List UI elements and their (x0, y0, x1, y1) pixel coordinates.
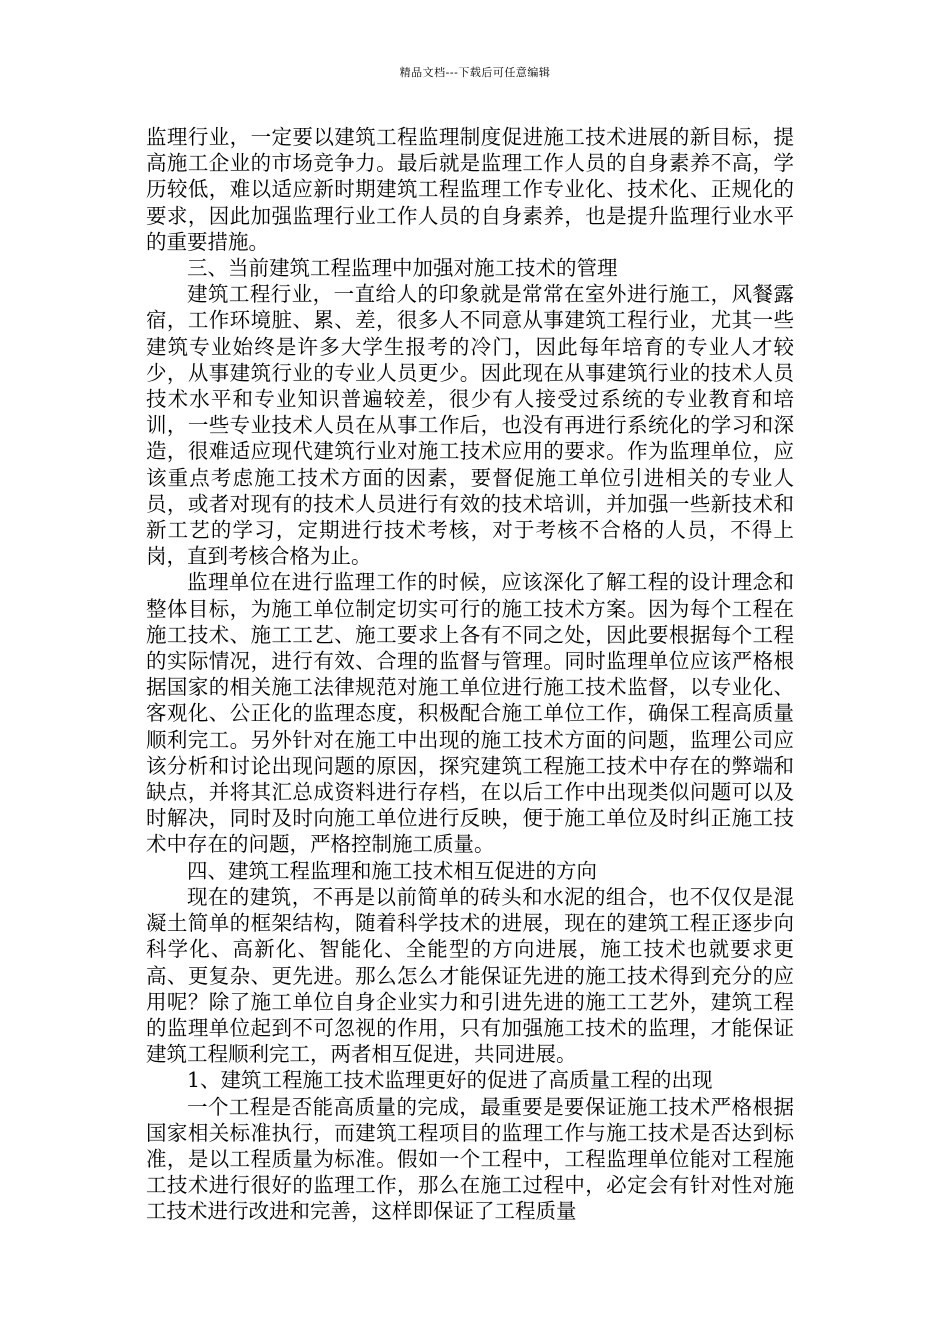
page-header: 精品文档---下载后可任意编辑 (399, 66, 551, 79)
paragraph-modern-construction: 现在的建筑，不再是以前简单的砖头和水泥的组合，也不仅仅是混凝土简单的框架结构，随着科学技术的进展，现在的建筑工程正逐步向科学化、高新化、智能化、全能型的方向进展，施工技术也就要求更高、更复杂、更先进。那么怎么才能保证先进的施工技术得到充分的应用呢？除了施工单位自身企业实力和引进先进的施工工艺外，建筑工程的监理单位起到不可忽视的作用，只有加强施工技术的监理，才能保证建筑工程顺利完工，两者相互促进，共同进展。 (146, 884, 794, 1067)
subsection-heading-1: 1、建筑工程施工技术监理更好的促进了高质量工程的出现 (187, 1068, 713, 1093)
paragraph-quality: 一个工程是否能高质量的完成，最重要是要保证施工技术严格根据国家相关标准执行，而建筑工程项目的监理工作与施工技术是否达到标准，是以工程质量为标准。假如一个工程中，工程监理单位能对工程施工技术进行很好的监理工作，那么在施工过程中，必定会有针对性对施工技术进行改进和完善，这样即保证了工程质量 (146, 1094, 794, 1224)
paragraph-supervision-work: 监理单位在进行监理工作的时候，应该深化了解工程的设计理念和整体目标，为施工单位制定切实可行的施工技术方案。因为每个工程在施工技术、施工工艺、施工要求上各有不同之处，因此要根据每个工程的实际情况，进行有效、合理的监督与管理。同时监理单位应该严格根据国家的相关施工法律规范对施工单位进行施工技术监督，以专业化、客观化、公正化的监理态度，积极配合施工单位工作，确保工程高质量顺利完工。另外针对在施工中出现的施工技术方面的问题，监理公司应该分析和讨论出现问题的原因，探究建筑工程施工技术中存在的弊端和缺点，并将其汇总成资料进行存档，在以后工作中出现类似问题可以及时解决，同时及时向施工单位进行反映，便于施工单位及时纠正施工技术中存在的问题，严格控制施工质量。 (146, 570, 794, 857)
paragraph-industry-talent: 建筑工程行业，一直给人的印象就是常常在室外进行施工，风餐露宿，工作环境脏、累、差，很多人不同意从事建筑工程行业，尤其一些建筑专业始终是许多大学生报考的冷门，因此每年培育的专业人才较少，从事建筑行业的专业人员更少。因此现在从事建筑行业的技术人员技术水平和专业知识普遍较差，很少有人接受过系统的专业教育和培训，一些专业技术人员在从事工作后，也没有再进行系统化的学习和深造，很难适应现代建筑行业对施工技术应用的要求。作为监理单位，应该重点考虑施工技术方面的因素，要督促施工单位引进相关的专业人员，或者对现有的技术人员进行有效的技术培训，并加强一些新技术和新工艺的学习，定期进行技术考核，对于考核不合格的人员，不得上岗，直到考核合格为止。 (146, 282, 794, 569)
section-heading-3: 三、当前建筑工程监理中加强对施工技术的管理 (187, 256, 618, 281)
paragraph-continuation: 监理行业，一定要以建筑工程监理制度促进施工技术进展的新目标，提高施工企业的市场竞争力。最后就是监理工作人员的自身素养不高，学历较低，难以适应新时期建筑工程监理工作专业化、技术化、正规化的要求，因此加强监理行业工作人员的自身素养，也是提升监理行业水平的重要措施。 (146, 125, 794, 254)
document-body (146, 124, 794, 1225)
section-heading-4: 四、建筑工程监理和施工技术相互促进的方向 (187, 858, 597, 883)
